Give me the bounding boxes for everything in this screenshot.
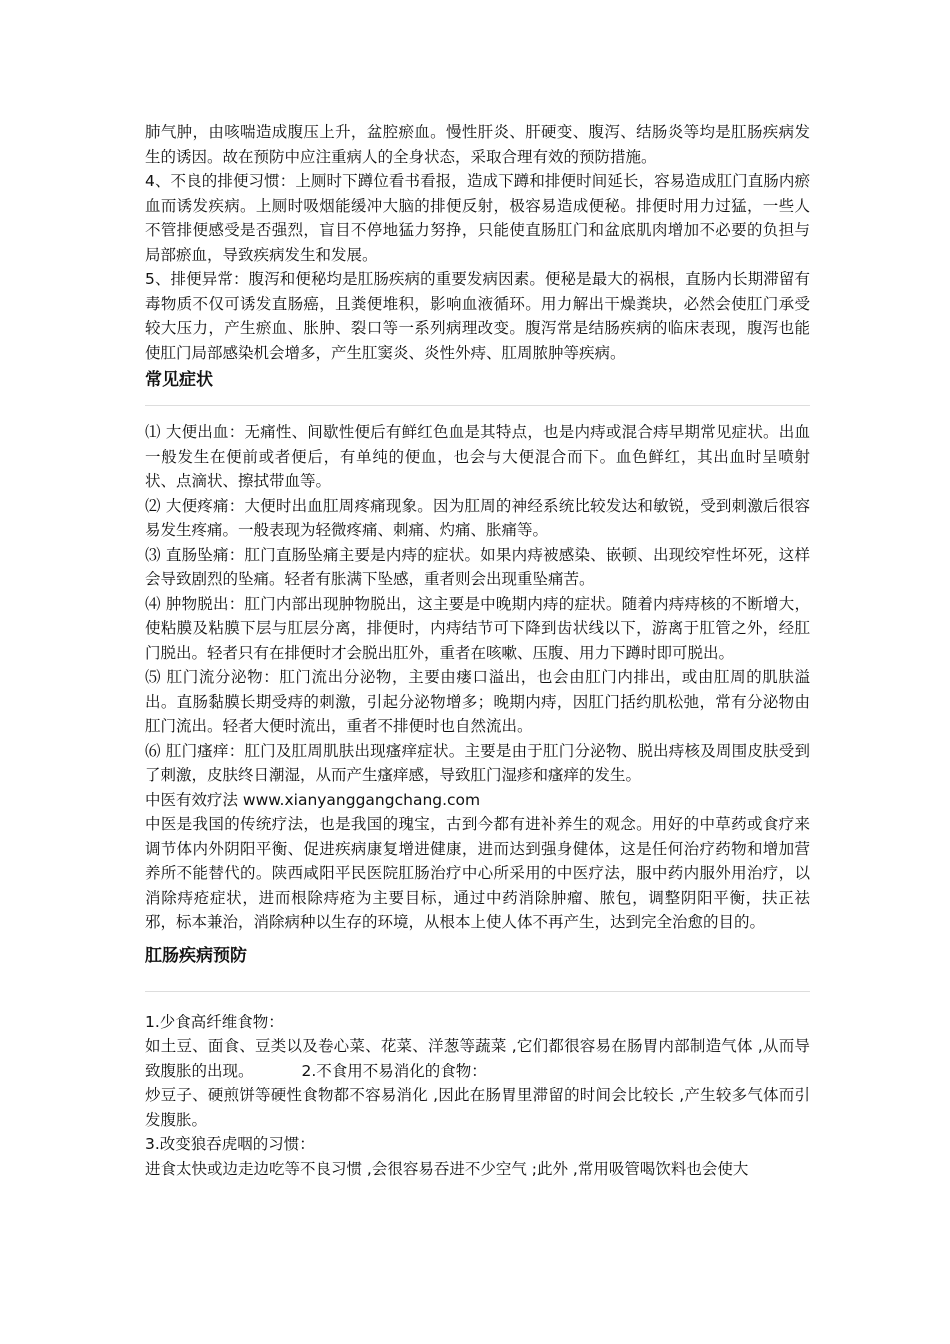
prevention-item-2-body: 炒豆子、硬煎饼等硬性食物都不容易消化 ,因此在肠胃里滞留的时间会比较长 ,产生较多气体而引发腹胀。 [145,1086,810,1129]
symptom-item-prolapse: ⑷ 肿物脱出：肛门内部出现肿物脱出，这主要是中晚期内痔的症状。随着内痔痔核的不断增大，使粘膜及粘膜下层与肛层分离，排便时，内痔结节可下降到齿状线以下，游离于肛管之外，经肛门脱出。轻者只有在排便时才会脱出肛外，重者在咳嗽、压腹、用力下蹲时即可脱出。 [145,594,810,662]
document-page [145,120,810,1181]
symptom-item-itching: ⑹ 肛门瘙痒：肛门及肛周肌肤出现瘙痒症状。主要是由于肛门分泌物、脱出痔核及周围皮肤受到了刺激，皮肤终日潮湿，从而产生瘙痒感，导致肛门湿疹和瘙痒的发生。 [145,741,810,784]
heading-symptoms: 常见症状 [145,370,213,390]
prevention-item-1-body [145,1034,810,1083]
tcm-title: 中医有效疗法 www.xianyanggangchang.com [145,790,481,809]
symptom-item-discharge: ⑸ 肛门流分泌物：肛门流出分泌物，主要由瘘口溢出，也会由肛门内排出，或由肛周的肌肤溢出。直肠黏膜长期受痔的刺激，引起分泌物增多；晚期内痔，因肛门括约肌松弛，常有分泌物由肛门流出。轻者大便时流出，重者不排便时也自然流出。 [145,668,810,735]
symptom-item-bearing-down: ⑶ 直肠坠痛：肛门直肠坠痛主要是内痔的症状。如果内痔被感染、嵌顿、出现绞窄性坏死，这样会导致剧烈的坠痛。轻者有胀满下坠感，重者则会出现重坠痛苦。 [145,545,810,588]
paragraph-abnormal-bowel: 5、排便异常：腹泻和便秘均是肛肠疾病的重要发病因素。便秘是最大的祸根，直肠内长期滞留有毒物质不仅可诱发直肠癌，且粪便堆积，影响血液循环。用力解出干燥粪块，必然会使肛门承受较大压力，产生瘀血、胀肿、裂口等一系列病理改变。腹泻常是结肠疾病的临床表现，腹泻也能使肛门局部感染机会增多，产生肛窦炎、炎性外痔、肛周脓肿等疾病。 [145,270,810,362]
prevention-item-1-title: 1.少食高纤维食物： [145,1012,284,1031]
prevention-item-1-text: 如土豆、面食、豆类以及卷心菜、花菜、洋葱等蔬菜 ,它们都很容易在肠胃内部制造气体 ,从而导致腹胀的出现。 [145,1037,810,1080]
prevention-item-3-title: 3.改变狼吞虎咽的习惯： [145,1135,315,1153]
paragraph-intro: 肺气肿，由咳喘造成腹压上升，盆腔瘀血。慢性肝炎、肝硬变、腹泻、结肠炎等均是肛肠疾病发生的诱因。故在预防中应注重病人的全身状态，采取合理有效的预防措施。 [145,123,810,166]
heading-prevention: 肛肠疾病预防 [145,945,247,966]
prevention-item-2-title: 2.不食用不易消化的食物： [301,1061,487,1080]
prevention-item-3-body: 进食太快或边走边吃等不良习惯 ,会很容易吞进不少空气 ;此外 ,常用吸管喝饮料也会使大 [145,1159,749,1178]
symptom-item-bleeding: ⑴ 大便出血：无痛性、间歇性便后有鲜红色血是其特点，也是内痔或混合痔早期常见症状。出血一般发生在便前或者便后，有单纯的便血，也会与大便混合而下。血色鲜红，其出血时呈喷射状、点滴状、擦拭带血等。 [145,423,810,490]
symptom-item-pain: ⑵ 大便疼痛：大便时出血肛周疼痛现象。因为肛周的神经系统比较发达和敏锐，受到刺激后很容易发生疼痛。一般表现为轻微疼痛、刺痛、灼痛、胀痛等。 [145,496,810,539]
paragraph-bad-habits: 4、不良的排便习惯：上厕时下蹲位看书看报，造成下蹲和排便时间延长，容易造成肛门直肠内瘀血而诱发疾病。上厕时吸烟能缓冲大脑的排便反射，极容易造成便秘。排便时用力过猛，一些人不管排便感受是否强烈，盲目不停地猛力努挣，只能使直肠肛门和盆底肌肉增加不必要的负担与局部瘀血，导致疾病发生和发展。 [145,172,810,264]
tcm-body: 中医是我国的传统疗法，也是我国的瑰宝，古到今都有进补养生的观念。用好的中草药或食疗来调节体内外阴阳平衡、促进疾病康复增进健康，进而达到强身健体，这是任何治疗药物和增加营养所不能替代的。陕西咸阳平民医院肛肠治疗中心所采用的中医疗法，服中药内服外用治疗，以消除痔疮症状，进而根除痔疮为主要目标，通过中药消除肿瘤、脓包，调整阴阳平衡，扶正祛邪，标本兼治，消除病种以生存的环境，从根本上使人体不再产生，达到完全治愈的目的。 [145,815,810,931]
